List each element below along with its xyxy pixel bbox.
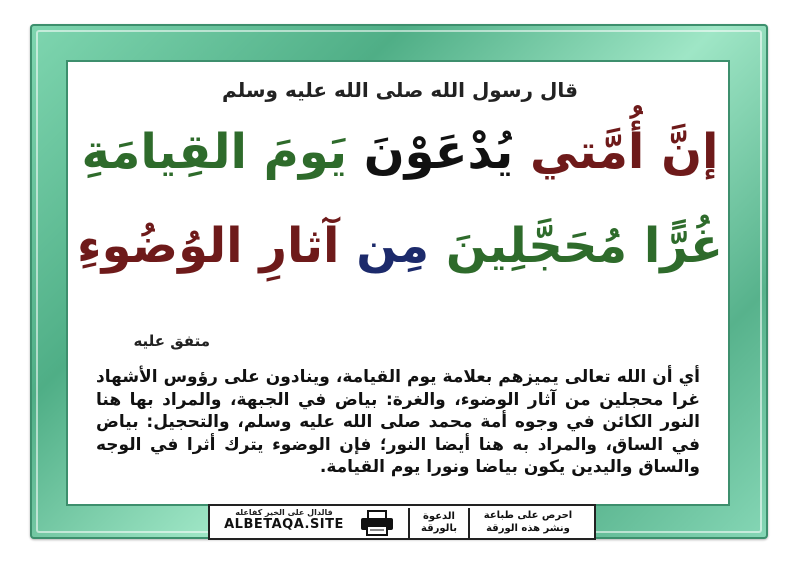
- logo-line-2: بالورقة: [421, 523, 457, 534]
- hadith-line2-part2: مِن: [356, 218, 430, 274]
- hadith-line2-part1: غُرًّا مُحَجَّلِينَ: [445, 218, 723, 274]
- hadith-line-2: [70, 218, 730, 274]
- hadith-line1-part1: إنَّ أُمَّتي: [530, 124, 719, 180]
- explanation-text: أي أن الله تعالى يميزهم بعلامة يوم القيامة، وينادون على رؤوس الأشهاد غرا محجلين من آثار الوضوء، والغرة: بياض في الجبهة، والمراد بها هنا النور الكائن في وجوه أمة محمد صلى الله عليه وسلم، والتحجيل: بياض في الساق، والمراد به هنا أيضا النور؛ فإن الوضوء يترك أثرا في الوجه والساق واليدين يكون بياضا ونورا يوم القيامة.: [96, 367, 700, 477]
- footer-print-note: [468, 509, 588, 535]
- printer-icon: [360, 510, 394, 536]
- intro-text: قال رسول الله صلى الله عليه وسلم: [222, 78, 578, 102]
- dawa-logo: [408, 508, 470, 538]
- hadith-source: متفق عليه: [133, 332, 210, 350]
- hadith-line1-part2: يُدْعَوْنَ: [363, 124, 514, 180]
- footer-bar: [208, 504, 596, 540]
- hadith-line-1: [70, 124, 730, 180]
- hadith-line2-part3: آثارِ الوُضُوءِ: [77, 218, 340, 274]
- print-note-line-1: احرص على طباعة: [483, 510, 573, 521]
- footer-site-link[interactable]: ALBETAQA.SITE: [224, 517, 344, 532]
- print-note-line-2: ونشر هذه الورقة: [486, 523, 570, 534]
- hadith-line1-part3: يَومَ القِيامَةِ: [81, 124, 347, 180]
- footer-tagline: فالدال على الخير كفاعله: [235, 508, 333, 517]
- footer-site-block: [214, 508, 354, 532]
- logo-line-1: الدعوة: [423, 511, 455, 522]
